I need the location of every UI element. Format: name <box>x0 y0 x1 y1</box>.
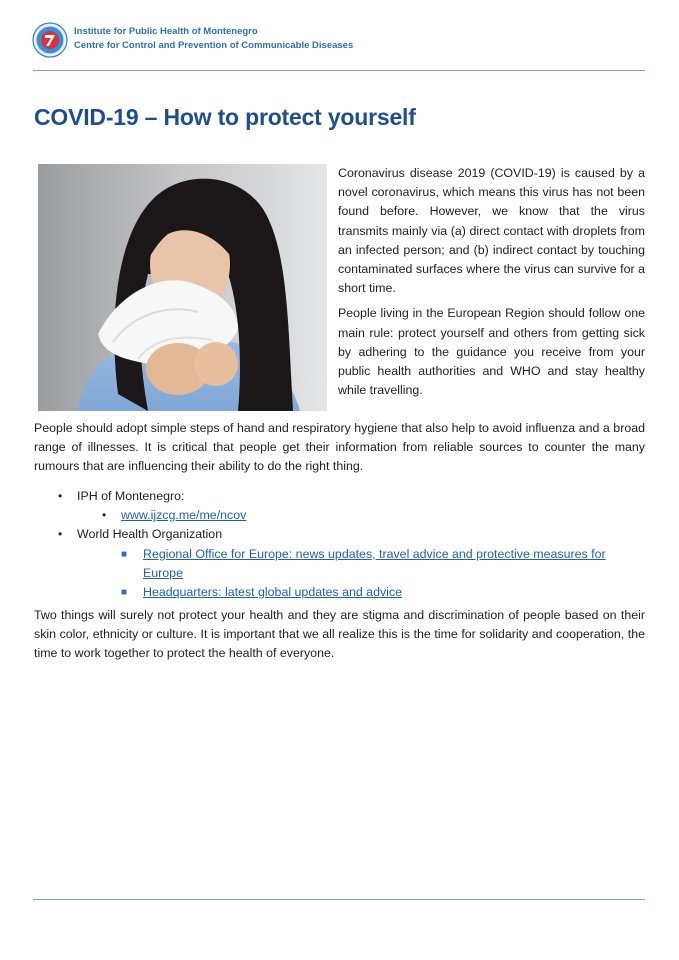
header-divider <box>33 70 645 71</box>
list-item-who <box>34 525 645 544</box>
intro-text <box>338 164 645 406</box>
iph-label: IPH of Montenegro: <box>77 489 185 503</box>
iph-link[interactable]: www.ijzcg.me/me/ncov <box>121 508 247 523</box>
square-bullet-icon: ■ <box>121 587 128 599</box>
photo-illustration <box>38 164 327 411</box>
footer-divider <box>33 899 645 900</box>
document-header <box>32 22 647 72</box>
sneezing-woman-photo <box>38 164 327 411</box>
institute-logo-icon <box>32 22 68 58</box>
page-title: COVID-19 – How to protect yourself <box>34 104 416 130</box>
who-label: World Health Organization <box>77 527 223 542</box>
bullet-icon: • <box>58 489 63 503</box>
list-item-who-regional <box>34 545 645 583</box>
resources-list <box>34 487 645 602</box>
list-item-iph-link <box>34 506 645 525</box>
who-regional-office-link[interactable]: Regional Office for Europe: news updates, travel advice and protective measures for Europe <box>143 546 606 580</box>
hygiene-paragraph: People should adopt simple steps of hand and respiratory hygiene that also help to avoid influenza and a broad range of illnesses. It is critical that people get their information from reliable sources to counter the many rumours that are influencing their ability to do the right thing. <box>34 421 645 474</box>
org-line-1: Institute for Public Health of Montenegro <box>74 26 258 37</box>
list-item-iph <box>34 487 645 506</box>
bullet-icon: • <box>102 508 107 523</box>
square-bullet-icon: ■ <box>121 548 128 560</box>
list-item-who-headquarters <box>34 583 645 602</box>
org-line-2: Centre for Control and Prevention of Communicable Diseases <box>74 40 354 51</box>
intro-paragraph-1: Coronavirus disease 2019 (COVID-19) is caused by a novel coronavirus, which means this virus has not been found before. However, we know that the virus transmits mainly via (a) direct contact with droplets from an infected person; and (b) indirect contact by touching contaminated surfaces where the virus can survive for a short time. <box>338 166 645 296</box>
intro-paragraph-2: People living in the European Region should follow one main rule: protect yourself and others from getting sick by adhering to the guidance you receive from your public health authorities and WHO and stay healthy while travelling. <box>338 306 645 398</box>
bullet-icon: • <box>58 527 63 542</box>
who-headquarters-link[interactable]: Headquarters: latest global updates and advice <box>143 585 402 600</box>
solidarity-paragraph: Two things will surely not protect your health and they are stigma and discrimination of people based on their skin color, ethnicity or culture. It is important that we all realize this is the time for solidarity and cooperation, the time to work together to protect the health of everyone. <box>34 608 645 661</box>
organization-name <box>74 25 353 53</box>
